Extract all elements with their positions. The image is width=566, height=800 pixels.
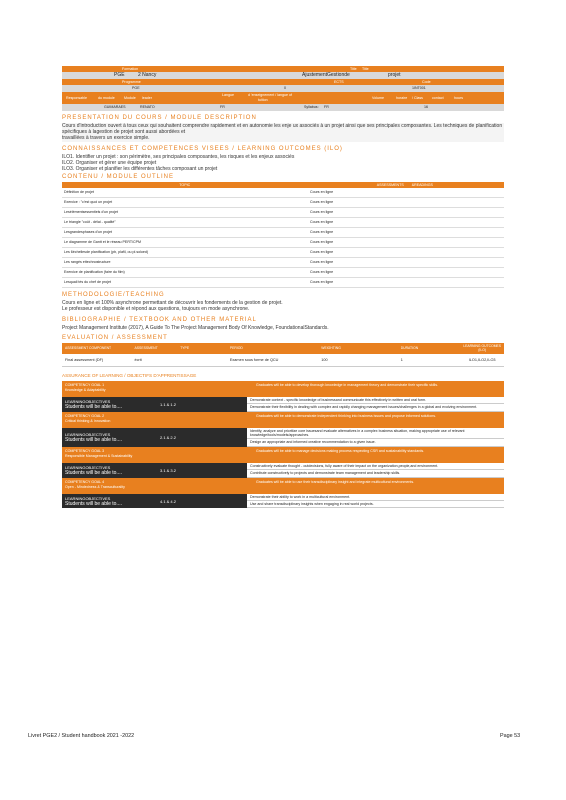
eval-weighting: 100 — [321, 357, 328, 362]
teaching-line-1: Cours en ligne et 100% asynchrone permettant de découvrir les fondements de la gestion de projet. — [62, 300, 283, 307]
lo-numbers: 4.1 & 4.2 — [159, 498, 176, 504]
goal-description: Graduates will be able to demonstrate independent thinking into business issues and propose informed solutions. — [256, 413, 436, 418]
volume-label-3: / Class — [412, 96, 423, 100]
header-row-programme — [62, 85, 504, 92]
volume-label: Volume — [372, 96, 384, 100]
lo-item: Demonstrate their flexibility in dealing with complex and rapidly changing management issues/challenges in a global and evolving environment. — [247, 404, 504, 411]
programme-label: Programme — [122, 80, 141, 84]
presentation-line-1: Cours d'introduction ouvert à tous ceux qui souhaitent comprendre rapidement et en autonomie les enje ux associés à un projet ainsi que ses principales composantes. Les techniques de planification spécifiques à lagestion de projet sont aussi abordées et — [62, 123, 503, 136]
lo-label: LEARNINGOBJECTIVES — [65, 495, 111, 501]
outline-topic: Le diagramme de Gantt et le réseau PERT/CPM — [64, 240, 142, 245]
goal-subtitle: Responsible Management & Sustainability — [65, 453, 133, 458]
hours-value: 16 — [424, 105, 428, 109]
outline-format: Cours en ligne — [310, 240, 334, 245]
langue-label-2: d 'enseignement / langue of — [248, 93, 293, 97]
title-label-2: Title — [362, 67, 369, 71]
lo-numbers: 1.1 & 1.2 — [159, 401, 176, 407]
outline-format: Cours en ligne — [310, 250, 334, 255]
lo-item: Demonstrate context - specific knowledge of businessand communicate this effectively in written and oral form. — [247, 397, 504, 404]
outline-format: Cours en ligne — [310, 210, 334, 215]
course-sheet — [62, 66, 504, 508]
title-label: Title — [350, 67, 357, 71]
table-row — [62, 218, 504, 228]
lo-label: LEARNINGOBJECTIVES — [65, 431, 111, 437]
footer-page-number: Page 53 — [500, 733, 521, 739]
competency-block-3 — [62, 447, 504, 478]
table-row — [62, 198, 504, 208]
eval-assessment: écrit — [134, 357, 142, 362]
eval-ilo: ILO1,ILO2,ILO3 — [468, 357, 496, 362]
lo-sub: Students will be able to.... — [65, 469, 122, 476]
eval-component: Final assessment (DF) — [65, 357, 104, 362]
eval-duration: 1 — [400, 357, 403, 362]
outline-format: Cours en ligne — [310, 220, 334, 225]
outline-topic: Les rangés ettechnostructure — [64, 260, 111, 265]
outline-format: Cours en ligne — [310, 260, 334, 265]
lo-label: LEARNINGOBJECTIVES — [65, 398, 111, 404]
lo-item: Demonstrate their ability to work in a multicultural environment. — [247, 494, 504, 501]
goal-subtitle: Open - Mindedness & Transculturality — [65, 484, 125, 489]
ects-value: 0 — [284, 86, 286, 90]
resp-label-3: Module — [124, 96, 136, 100]
goal-description: Graduates will be able to manage decisions making process respecting CSR and sustainability standards. — [256, 448, 425, 453]
bibliography-line: Project Management Institute (2017), A Guide To The Project Management Body Of Knowledge, FoundationalStandards. — [62, 324, 329, 331]
outline-topic: Exercice de planification (faire du film) — [64, 270, 125, 275]
lo-item: Design an appropriate and informed creative recommendation to a given issue. — [247, 439, 504, 446]
header-bar-responsable — [62, 92, 504, 104]
aol-heading: ASSURANCE OF LEARNING / OBJECTIFS D'APPRENTISSAGE — [62, 372, 197, 378]
eval-head-component: ASSESSMENT COMPONENT — [65, 346, 112, 351]
outline-format: Cours en ligne — [310, 200, 334, 205]
lo-sub: Students will be able to.... — [65, 500, 122, 507]
presentation-line-2: travaillées à travers un exercice simple. — [62, 135, 150, 142]
outcome-ilo1: ILO1. Identifier un projet : son périmètre, ses principales composantes, les risques et les enjeux associés — [62, 153, 295, 160]
resp-value-2: RENATO — [140, 105, 155, 109]
outline-format: Cours en ligne — [310, 280, 334, 285]
lo-sub: Students will be able to.... — [65, 436, 122, 443]
lo-label: LEARNINGOBJECTIVES — [65, 464, 111, 470]
header-row-responsable — [62, 104, 504, 111]
lo-item: Identify, analyze and prioritize core issuesand evaluate alternatives in a complex business situation, making appropriate use of relevant knowledge/tools/models/approaches. — [247, 428, 504, 440]
syllabus-value: FR — [324, 105, 329, 109]
resp-label: Responsable — [66, 96, 87, 100]
table-row — [62, 228, 504, 238]
course-title: AjustementGestionde — [302, 72, 350, 78]
outline-topic: Les 6échellesde planification (pb, plafil, ou pl.soloed) — [64, 250, 149, 255]
eval-head-duration: DURATION — [400, 346, 419, 351]
outcomes-text — [62, 154, 504, 173]
eval-head-type: TYPE — [180, 346, 190, 351]
goal-description: Graduates will be able to use their transdisciplinary insight and integrate multicultural environments. — [256, 479, 415, 484]
code-value: 1INT001 — [412, 86, 426, 90]
outline-head-readings: &READINGS — [411, 183, 433, 188]
evaluation-heading: EVALUATION / ASSESSMENT — [62, 334, 168, 341]
outline-topic: Lesélémentsessentiels d'un projet — [64, 210, 119, 215]
outcome-ilo2: ILO2. Organiser et gérer une équipe projet — [62, 159, 157, 166]
outline-format: Cours en ligne — [310, 190, 334, 195]
evaluation-header-row — [62, 343, 504, 354]
outline-head-topic: TOPIC — [179, 183, 191, 188]
outline-topic: Définition de projet — [64, 190, 94, 195]
bibliography-text — [62, 325, 504, 331]
table-row — [62, 258, 504, 268]
eval-head-assessment: ASSESSMENT — [134, 346, 158, 351]
resp-label-2: du module — [98, 96, 115, 100]
lo-item: Contribute constructively to projects and demonstrate team management and leadership skills. — [247, 470, 504, 477]
competency-block-2 — [62, 412, 504, 447]
header-row-title — [62, 72, 504, 79]
programme-value: PGE — [132, 86, 140, 90]
eval-period: Examen sous forme de QCU — [229, 357, 279, 362]
bibliography-heading: BIBLIOGRAPHIE / TEXTBOOK AND OTHER MATERIAL — [62, 316, 257, 323]
table-row — [62, 248, 504, 258]
competency-block-4 — [62, 478, 504, 509]
goal-title: COMPETENCY GOAL 3 — [65, 448, 105, 453]
lo-item: Constructively evaluate thought - outdecisions, fully aware of their impact on the organization,people,and environment. — [247, 463, 504, 470]
outline-topic: Lesgrandesphases d'un projet — [64, 230, 113, 235]
lo-item: Use and share transdisciplinary insights when engaging in real world projects. — [247, 501, 504, 508]
outcomes-heading: CONNAISSANCES ET COMPETENCES VISEES / LEARNING OUTCOMES (ILO) — [62, 145, 343, 152]
competency-block-1 — [62, 381, 504, 412]
formation-label: Formation — [122, 67, 139, 71]
teaching-line-2: Le professeur est disponible et répond aux questions, toujours en mode asynchrone. — [62, 306, 250, 313]
course-title-2: projet — [388, 72, 401, 78]
syllabus-label: Syllabus: — [304, 105, 319, 109]
table-row — [62, 268, 504, 278]
outline-head-assess: ASSESSMENTS — [376, 183, 404, 188]
footer-left: Livret PGE2 / Student handbook 2021 -2022 — [28, 733, 135, 739]
evaluation-table — [62, 343, 504, 367]
code-label: Code — [422, 80, 431, 84]
langue-label: Langue — [222, 93, 234, 97]
teaching-heading: METHODOLOGIE/TEACHING — [62, 292, 165, 299]
presentation-heading: PRESENTATION DU COURS / MODULE DESCRIPTION — [62, 115, 257, 121]
volume-label-5: hours — [454, 96, 463, 100]
teaching-text — [62, 300, 504, 312]
lo-numbers: 3.1 & 3.2 — [159, 467, 176, 473]
volume-label-4: contact — [432, 96, 444, 100]
goal-title: COMPETENCY GOAL 4 — [65, 479, 105, 484]
outcome-ilo3: ILO3. Organiser et planifier les différentes tâches composant un projet — [62, 166, 218, 173]
outline-heading: CONTENU / MODULE OUTLINE — [62, 174, 175, 181]
goal-title: COMPETENCY GOAL 1 — [65, 382, 105, 387]
outline-format: Cours en ligne — [310, 270, 334, 275]
outline-table — [62, 182, 504, 288]
table-row — [62, 354, 504, 367]
presentation-text — [62, 123, 504, 142]
langue-value: FR — [220, 105, 225, 109]
table-row — [62, 238, 504, 248]
eval-head-period: PERIOD — [229, 346, 243, 351]
program-value: PGE — [114, 72, 125, 78]
table-row — [62, 278, 504, 288]
outline-topic: Exercice : "c'est quoi un projet — [64, 200, 113, 205]
outline-topic: Lesquali tés du chef de projet — [64, 280, 111, 285]
table-row — [62, 188, 504, 198]
table-row — [62, 208, 504, 218]
eval-head-weighting: WEIGHTING — [321, 346, 341, 351]
eval-head-ilo: LEARNING OUTCOMES (ILO) — [463, 344, 502, 353]
outline-format: Cours en ligne — [310, 230, 334, 235]
goal-subtitle: Knowledge & Adaptability — [65, 387, 106, 392]
resp-label-4: leader — [142, 96, 152, 100]
outline-topic: Le triangle "coût - délai - qualité" — [64, 220, 116, 225]
ects-label: ECTS — [334, 80, 344, 84]
lo-numbers: 2.1 & 2.2 — [159, 434, 176, 440]
langue-label-3: tuition — [258, 98, 268, 102]
resp-value: GUIMARAES — [104, 105, 126, 109]
lo-sub: Students will be able to.... — [65, 403, 122, 410]
goal-description: Graduates will be able to develop thorough knowledge in management theory and demonstrate their specific skills. — [256, 382, 438, 387]
goal-title: COMPETENCY GOAL 2 — [65, 413, 105, 418]
goal-subtitle: Critical thinking & Innovation — [65, 418, 111, 423]
campus-value: 2 Nancy — [138, 72, 157, 78]
volume-label-2: horaire — [396, 96, 408, 100]
